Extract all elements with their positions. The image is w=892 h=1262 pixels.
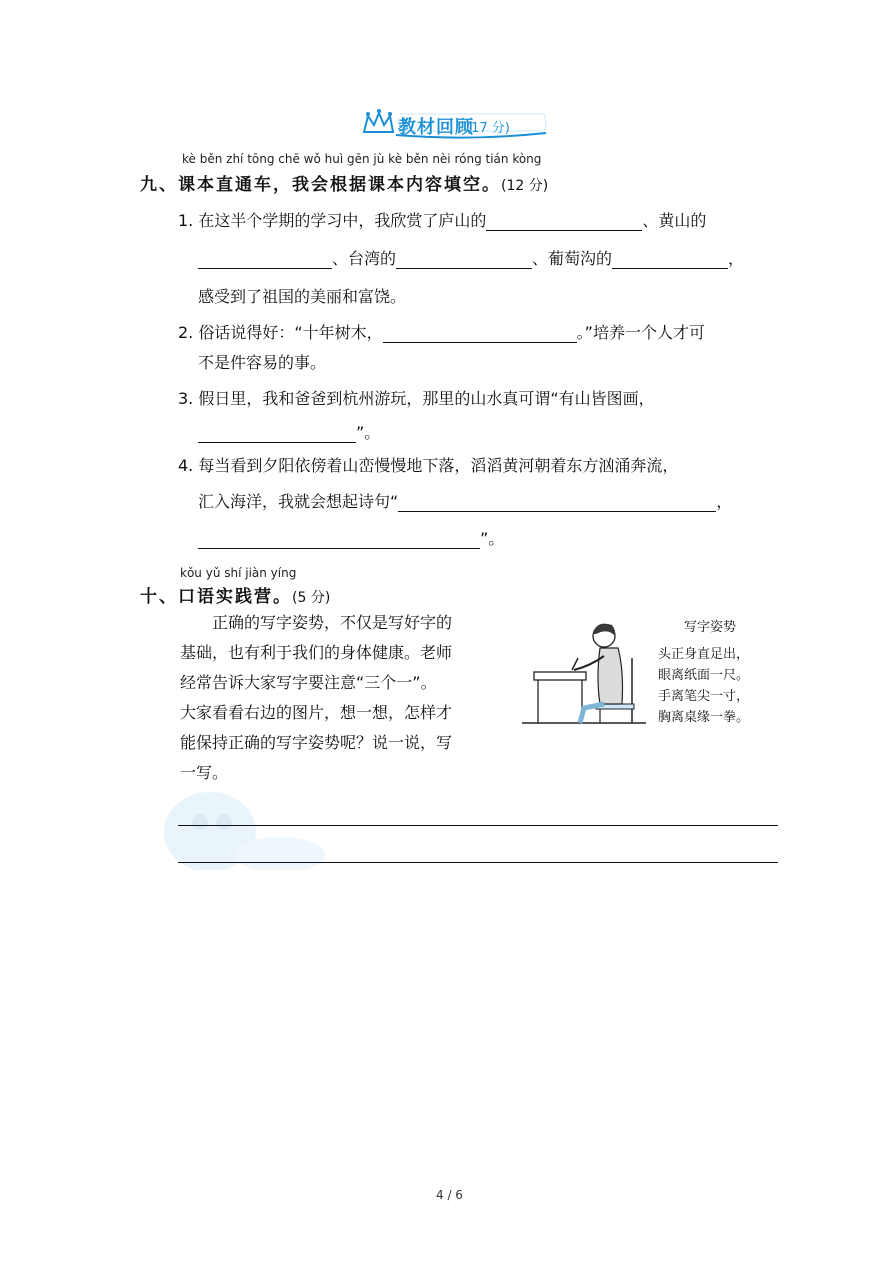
paragraph-line: 经常告诉大家写字要注意“三个一”。	[180, 673, 437, 692]
q3-line2	[198, 420, 380, 443]
q1-text: 、葡萄沟的	[532, 249, 613, 268]
q1-blank-putaogou[interactable]	[612, 250, 728, 269]
q3-blank[interactable]	[198, 424, 356, 443]
paragraph-line: 能保持正确的写字姿势呢？说一说，写	[180, 733, 453, 752]
q3-line1: 3. 假日里，我和爸爸到杭州游玩，那里的山水真可谓“有山皆图画，	[178, 389, 655, 408]
banner-score: (17 分)	[466, 121, 510, 136]
q4-line1: 4. 每当看到夕阳依傍着山峦慢慢地下落，滔滔黄河朝着东方汹涌奔流，	[178, 456, 679, 475]
page-number: 4 / 6	[436, 1188, 463, 1202]
q2-blank[interactable]	[383, 324, 577, 343]
q2-text: 。”培养一个人才可	[576, 323, 705, 342]
banner-title: 教材回顾	[398, 117, 474, 138]
student-writing-icon	[520, 608, 648, 728]
caption-verse	[658, 644, 749, 728]
section9-score: (12 分)	[501, 178, 549, 194]
q1-blank-taiwan[interactable]	[396, 250, 532, 269]
section10-pinyin: kǒu yǔ shí jiàn yíng	[180, 566, 297, 580]
q2-line1	[178, 320, 705, 343]
q4-text: ”。	[480, 529, 505, 548]
q1-text: ，	[728, 249, 745, 268]
section9-number: 九、	[140, 175, 178, 195]
answer-line-1[interactable]	[178, 825, 778, 826]
paragraph-line: 正确的写字姿势，不仅是写好字的	[180, 613, 453, 632]
section9-title: 课本直通车，我会根据课本内容填空	[178, 175, 482, 195]
q1-line1	[178, 208, 706, 231]
caption-line: 胸离桌缘一拳。	[658, 710, 750, 725]
q4-text: ，	[716, 492, 733, 511]
q1-text: 、台湾的	[332, 249, 397, 268]
paragraph-line: 基础，也有利于我们的身体健康。老师	[180, 643, 453, 662]
section10-end: 。	[273, 587, 292, 607]
mascot-watermark	[150, 770, 330, 870]
caption-line: 手离笔尖一寸，	[658, 689, 750, 704]
mascot-watermark-icon	[150, 770, 330, 870]
writing-posture-illustration	[520, 608, 648, 728]
section10-number: 十、	[140, 587, 178, 607]
q3-text: ”。	[356, 423, 381, 442]
q1-text: 1. 在这半个学期的学习中，我欣赏了庐山的	[178, 211, 487, 230]
q4-line2	[198, 489, 732, 512]
answer-line-2[interactable]	[178, 862, 778, 863]
q1-blank-huangshan[interactable]	[198, 250, 332, 269]
section9-end: 。	[482, 175, 501, 195]
q4-blank-1[interactable]	[398, 493, 716, 512]
q2-text: 2. 俗话说得好：“十年树木，	[178, 323, 383, 342]
paragraph-line: 一写。	[180, 763, 229, 782]
q1-text: 、黄山的	[642, 211, 707, 230]
q4-text: 汇入海洋，我就会想起诗句“	[198, 492, 399, 511]
section9-heading	[140, 170, 548, 195]
section9-pinyin: kè běn zhí tōng chē wǒ huì gēn jù kè běn nèi róng tián kòng	[182, 152, 542, 166]
section10-heading	[140, 582, 330, 607]
caption-line: 眼离纸面一尺。	[658, 668, 750, 683]
caption-title: 写字姿势	[684, 620, 737, 635]
q1-blank-lushan[interactable]	[486, 212, 642, 231]
paragraph-line: 大家看看右边的图片，想一想，怎样才	[180, 703, 453, 722]
section10-paragraph	[180, 608, 452, 788]
q1-line3: 感受到了祖国的美丽和富饶。	[198, 287, 407, 306]
q1-line2	[198, 246, 744, 269]
section10-score: (5 分)	[292, 590, 331, 606]
section10-title: 口语实践营	[178, 587, 273, 607]
q2-line2: 不是件容易的事。	[198, 353, 327, 372]
q4-line3	[198, 526, 504, 549]
q4-blank-2[interactable]	[198, 530, 480, 549]
caption-line: 头正身直足出，	[658, 647, 750, 662]
